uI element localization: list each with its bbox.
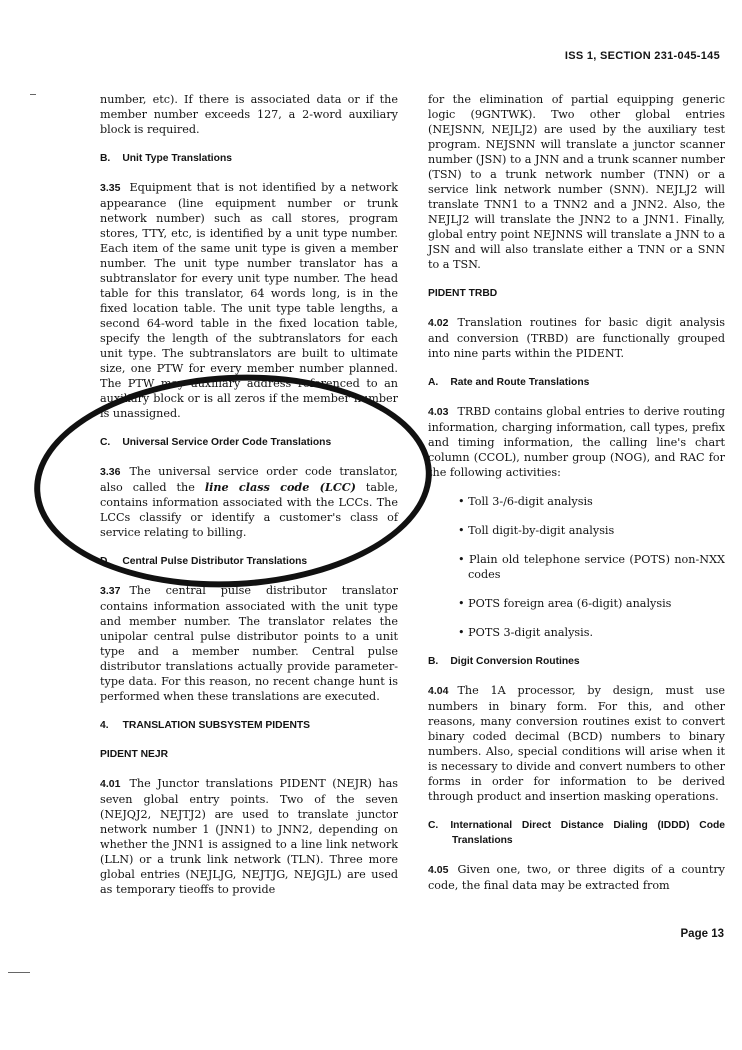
paragraph-number: 3.36 bbox=[100, 466, 121, 478]
lcc-term: line class code (LCC) bbox=[204, 480, 356, 494]
paragraph-4-05: 4.05 Given one, two, or three digits of a country code, the final data may be extracted from bbox=[428, 863, 725, 892]
paragraph-number: 4.05 bbox=[428, 864, 449, 876]
list-item: • Toll 3-/6-digit analysis bbox=[458, 495, 593, 508]
section-c-heading: C. Universal Service Order Code Translations bbox=[100, 437, 332, 448]
paragraph-4-04: 4.04 The 1A processor, by design, must use numbers in binary form. For this, and other reasons, many conversion routines exist to convert binary coded decimal (BCD) numbers to binary numbers. Also, special conditions will arise when it is necessary to divide and convert numbers to other forms in order for information to be derived through product and insertion masking operations. bbox=[428, 684, 725, 803]
list-item: • Toll digit-by-digit analysis bbox=[458, 524, 615, 537]
paragraph-number: 4.04 bbox=[428, 685, 449, 697]
list-item: • POTS 3-digit analysis. bbox=[458, 626, 594, 639]
section-4-heading: 4. TRANSLATION SUBSYSTEM PIDENTS bbox=[100, 720, 311, 731]
pident-trbd-heading: PIDENT TRBD bbox=[428, 288, 498, 299]
paragraph-4-03: 4.03 TRBD contains global entries to derive routing information, charging information, call types, prefix and timing information, the calling line's chart column (CCOL), number group (NOG), and RAC for the following activities: bbox=[428, 405, 725, 479]
paragraph-3-35: 3.35 Equipment that is not identified by a network appearance (line equipment number or trunk network number) such as call stores, program stores, TTY, etc, is identified by a unit type number. Each item of the same unit type is given a member number. The unit type number translator has a subtranslator for every unit type number. The head table for this translator, 64 words long, is in the fixed location table. The unit type table lengths, a second 64-word table in the fixed location table, specify the length of the subtranslators for each unit type. The subtranslators are built to ultimate size, one PTW for every member number planned. The PTW may auxiliary address referenced to an auxiliary block or is all zeros if the member number is unassigned. bbox=[100, 181, 398, 420]
section-b-digit-heading: B. Digit Conversion Routines bbox=[428, 656, 580, 667]
paragraph-3-37: 3.37 The central pulse distributor translator contains information associated with the unit type and member number. The translator relates the unipolar central pulse distributor points to a unit type and a member number. Central pulse distributor translations actually provide parameter-type data. For this reason, no recent change hunt is performed when these translations are executed. bbox=[100, 584, 398, 703]
list-item: • Plain old telephone service (POTS) non-NXX codes bbox=[458, 553, 725, 581]
right-intro-text: for the elimination of partial equipping generic logic (9GNTWK). Two other global entries (NEJSNN, NEJLJ2) are used by the auxiliary test program. NEJSNN will translate a junctor scanner number (JSN) to a JNN and a trunk scanner number (TSN) to a trunk network number (TNN) or a service link network number (SNN). NEJLJ2 will translate TNN1 to a TNN2 and a JNN2. Also, the NEJLJ2 will translate the JNN2 to a JNN1. Finally, global entry point NEJNNS will translate a JNN to a JSN and will also translate either a TNN or a SNN to a TSN. bbox=[428, 93, 725, 271]
section-b-heading: B. Unit Type Translations bbox=[100, 153, 232, 164]
paragraph-4-02: 4.02 Translation routines for basic digit analysis and conversion (TRBD) are functionally grouped into nine parts within the PIDENT. bbox=[428, 316, 725, 360]
list-item: • POTS foreign area (6-digit) analysis bbox=[458, 597, 672, 610]
right-column bbox=[428, 92, 725, 907]
paragraph-number: 4.03 bbox=[428, 406, 449, 418]
paragraph-3-36: 3.36 The universal service order code translator, also called the line class code (LCC) table, contains information associated with the LCCs. The LCCs classify or identify a customer's class of service relating to billing. bbox=[100, 465, 398, 539]
paragraph-number: 3.35 bbox=[100, 182, 121, 194]
left-column bbox=[100, 92, 398, 911]
pident-nejr-heading: PIDENT NEJR bbox=[100, 749, 169, 760]
paragraph-number: 3.37 bbox=[100, 585, 121, 597]
section-a-heading: A. Rate and Route Translations bbox=[428, 377, 590, 388]
left-intro-text: number, etc). If there is associated data or if the member number exceeds 127, a 2-word auxiliary block is required. bbox=[100, 93, 398, 136]
section-c-iddd-heading: C. International Direct Distance Dialing (IDDD) Code Translations bbox=[428, 820, 725, 846]
page-header: ISS 1, SECTION 231-045-145 bbox=[564, 50, 720, 62]
page-number: Page 13 bbox=[680, 928, 724, 940]
paragraph-number: 4.01 bbox=[100, 778, 121, 790]
section-d-heading: D. Central Pulse Distributor Translations bbox=[100, 556, 308, 567]
paragraph-4-01: 4.01 The Junctor translations PIDENT (NEJR) has seven global entry points. Two of the seven (NEJQJ2, NEJTJ2) are used to translate junctor network number 1 (JNN1) to JNN2, depending on whether the JNN1 is assigned to a line link network (LLN) or a trunk link network (TLN). Three more global entries (NEJLJG, NEJTJG, NEJGJL) are used as temporary tieoffs to provide bbox=[100, 777, 398, 896]
paragraph-number: 4.02 bbox=[428, 317, 449, 329]
